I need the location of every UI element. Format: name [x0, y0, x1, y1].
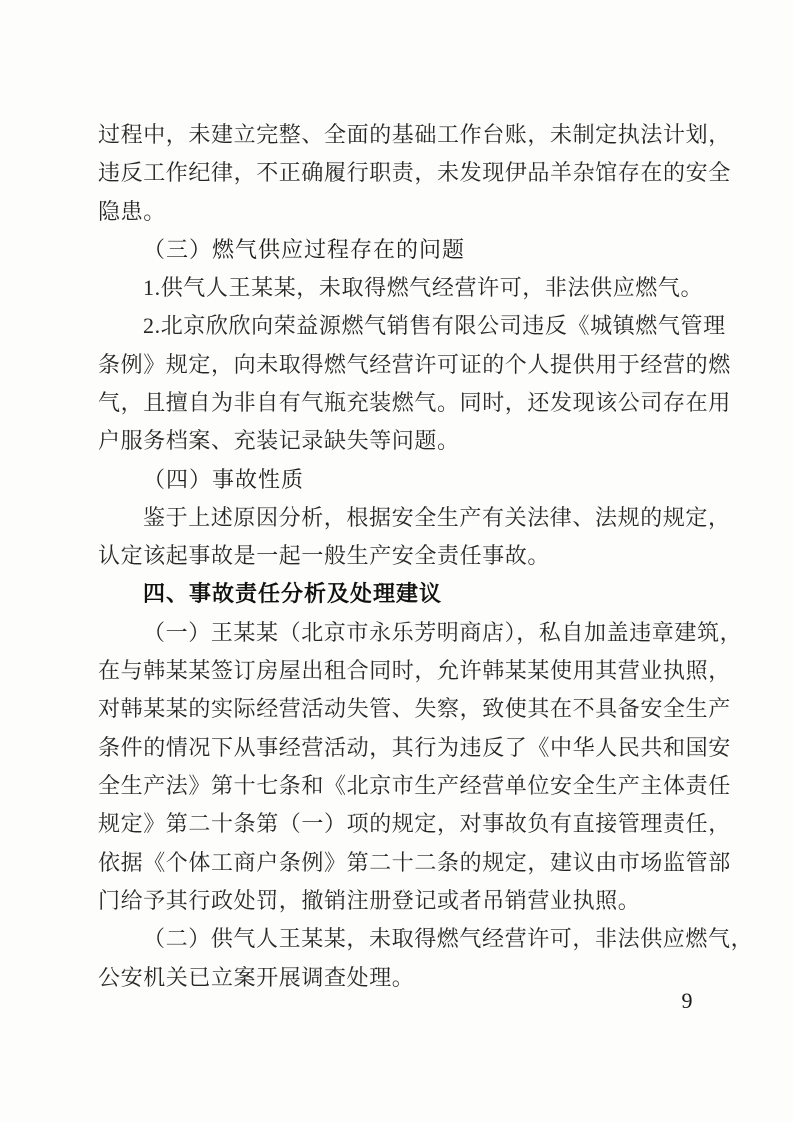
body-line: 在与韩某某签订房屋出租合同时，允许韩某某使用其营业执照，	[98, 658, 731, 684]
body-line: 2.北京欣欣向荣益源燃气销售有限公司违反《城镇燃气管理	[143, 313, 726, 339]
section-heading-4: （四）事故性质	[143, 466, 305, 492]
body-line: 对韩某某的实际经营活动失管、失察，致使其在不具备安全生产	[98, 696, 731, 722]
body-line: 条件的情况下从事经营活动，其行为违反了《中华人民共和国安	[98, 734, 731, 760]
body-line: 户服务档案、充装记录缺失等问题。	[98, 428, 460, 454]
body-line: 依据《个体工商户条例》第二十二条的规定，建议由市场监管部	[98, 849, 731, 875]
chapter-heading-4: 四、事故责任分析及处理建议	[143, 581, 443, 607]
body-line: 1.供气人王某某，未取得燃气经营许可，非法供应燃气。	[143, 275, 704, 301]
body-line: （一）王某某（北京市永乐芳明商店），私自加盖违章建筑，	[143, 619, 743, 645]
body-line: 隐患。	[98, 198, 166, 224]
body-line: 认定该起事故是一起一般生产安全责任事故。	[98, 543, 551, 569]
document-body	[98, 116, 754, 997]
body-line: 公安机关已立案开展调查处理。	[98, 964, 415, 990]
section-heading-3: （三）燃气供应过程存在的问题	[143, 236, 466, 262]
body-line: 门给予其行政处罚，撤销注册登记或者吊销营业执照。	[98, 887, 641, 913]
body-line: 过程中，未建立完整、全面的基础工作台账，未制定执法计划，	[98, 122, 731, 147]
body-line: 全生产法》第十七条和《北京市生产经营单位安全生产主体责任	[98, 773, 731, 799]
body-line: 违反工作纪律，不正确履行职责，未发现伊品羊杂馆存在的安全	[98, 160, 731, 186]
page-number: 9	[681, 988, 693, 1013]
body-line: 条例》规定，向未取得燃气经营许可证的个人提供用于经营的燃	[98, 351, 731, 377]
body-line: 气，且擅自为非自有气瓶充装燃气。同时，还发现该公司存在用	[98, 390, 731, 416]
body-line: （二）供气人王某某，未取得燃气经营许可，非法供应燃气，	[143, 926, 754, 952]
body-line: 规定》第二十条第（一）项的规定，对事故负有直接管理责任，	[98, 811, 731, 837]
body-line: 鉴于上述原因分析，根据安全生产有关法律、法规的规定，	[143, 504, 731, 530]
